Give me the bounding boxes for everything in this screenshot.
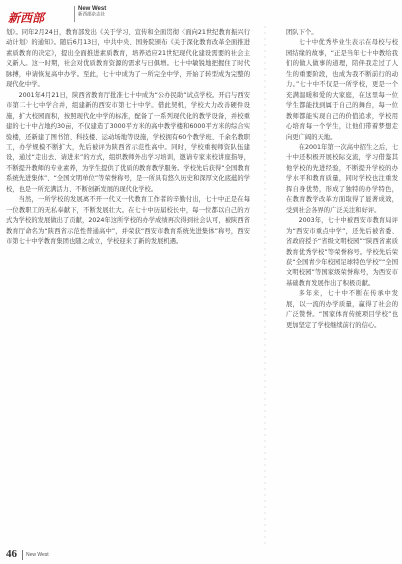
side-paragraph: 团队下个。: [286, 29, 318, 36]
page-header: [0, 0, 402, 24]
main-paragraph: 当然，一所学校的发展离不开一代又一代教育工作者的辛勤付出，七十中正是在每一位教职工的无私奉献下，不断发展壮大。在七十中历届校长中，每一位都以自己的方式为学校的发展做出了贡献，2024年这所学校的办学成绩再次得到社会认可，被陕西省教育厅命名为“陕西省示范性普通高中”，并荣获“西安市教育系统先进集体”称号，西安市第七十中学教育集团也随之成立，学校迎来了新的发展机遇。: [6, 196, 250, 246]
magazine-logo: [8, 7, 68, 25]
column-divider-dots: [262, 24, 268, 544]
side-paragraph: 在2001年第一次高中招生之后，七十中还积极开展校际交流，学习借鉴其他学校的先进经验，不断提升学校的办学水平和教育质量，同时学校也注重发挥自身优势，形成了独特的办学特色，在教育教学改革方面取得了显著成效，受到社会各界的广泛关注和好评。: [286, 143, 398, 214]
page-number: 46: [6, 548, 17, 560]
logo-text: 新西部: [8, 11, 45, 25]
brand-block: [74, 6, 118, 22]
side-paragraph: 七十中优秀毕业生表示在母校与校园结缘的故事，“正是当年七十中教给我们的做人做事的道理，陪伴我走过了人生的重要阶段，也成为我不断前行的动力。”七十中不仅是一所学校，更是一个充满温暖和爱的大家庭，在这里每一位学生都能找到属于自己的舞台，每一位教师都能实现自己的价值追求，学校用心培育每一个学生，让他们带着梦想走向更广阔的天地。: [286, 39, 398, 141]
footer-divider: [22, 550, 23, 560]
main-paragraph: 划》。同年2月24日，教育部发出《关于学习、宣传和全面贯彻〈面向21世纪教育振兴行动计划〉的通知》。随后6月13日，中共中央、国务院颁布《关于深化教育改革全面推进素质教育的决定》，提出全面推进素质教育，培养适应21世纪现代化建设需要的社会主义新人。这一时期，社会对优质教育资源的需求与日俱增。七十中敏锐地把握住了时代脉搏，申请恢复高中办学。至此，七十中成为了一所完全中学，开始了转型成为完整的现代化中学。: [6, 29, 250, 89]
side-text-column: [286, 28, 398, 331]
main-text-column: [6, 28, 250, 248]
page-footer: [0, 544, 402, 564]
publication-name: New West: [26, 552, 49, 558]
side-paragraph: 2003年，七十中被西安市教育局评为“西安市重点中学”，还先后被省委、省政府授予“省级文明校园”“陕西省素质教育优秀学校”等荣誉称号。学校先后荣获“全国青少年校园足球特色学校”“全国文明校园”等国家级荣誉称号，为西安市基础教育发展作出了积极贡献。: [286, 217, 398, 287]
main-paragraph: 2001年4月21日，陕西省教育厅批准七十中成为“公办民助”试点学校。开启与西安市第二十七中学合并，组建新的西安市第七十中学。借此契机，学校大力改善硬件设施，扩大校园面积，按照现代化中学的标准，配备了一系列现代化的教学设备，并校重建的七十中占地约30亩，不仅建造了3000平方米的高中教学楼和6000平方米的综合实验楼，还新建了图书馆、科技楼、运动场地等设施，学校拥有60个教学班、千余名教职工，办学规模不断扩大，先后被评为陕西省示范性高中。同时，学校重视师资队伍建设，通过“走出去、请进来”的方式，组织教师外出学习培训，邀请专家来校讲座指导，不断提升教师的专业素养，为学生提供了优质的教育教学服务。学校先后获得“全国教育系统先进集体”、“全国文明单位”等荣誉称号，是一所具有悠久历史和深厚文化底蕴的学校，也是一所充满活力、不断创新发展的现代化学校。: [6, 91, 250, 193]
side-paragraph: 多年来，七十中不断在传承中发展，以一流的办学质量，赢得了社会的广泛赞誉。“国家体育传统项目学校”也更加坚定了学校继续前行的信心。: [286, 290, 398, 329]
brand-english: New West: [78, 6, 107, 12]
brand-chinese: 新西部杂志社: [78, 12, 106, 18]
